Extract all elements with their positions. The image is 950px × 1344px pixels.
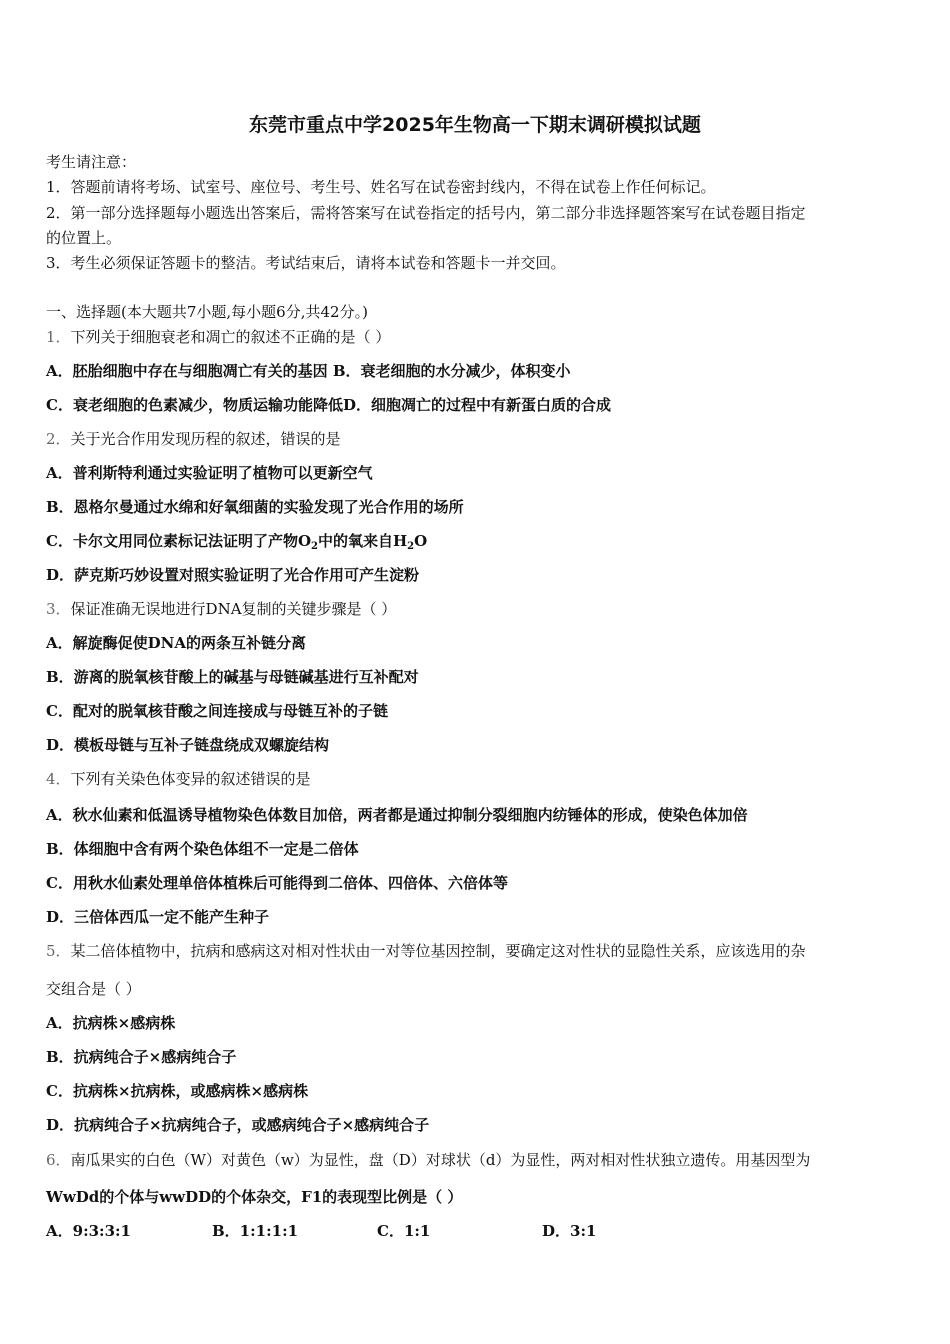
notice-item: 3．考生必须保证答题卡的整洁。考试结束后，请将本试卷和答题卡一并交回。 <box>46 254 566 272</box>
question-number: 1． <box>46 328 71 346</box>
option-row: A．胚胎细胞中存在与细胞凋亡有关的基因 B．衰老细胞的水分减少，体积变小 <box>46 362 571 380</box>
subscript: 2 <box>311 541 318 552</box>
question-number: 4． <box>46 770 71 788</box>
option-d: D．抗病纯合子×抗病纯合子，或感病纯合子×感病纯合子 <box>46 1116 430 1134</box>
notice-item: 1．答题前请将考场、试室号、座位号、考生号、姓名写在试卷密封线内，不得在试卷上作任何标记。 <box>46 178 716 196</box>
option-b: B．抗病纯合子×感病纯合子 <box>46 1048 237 1066</box>
question-stem: 某二倍体植物中，抗病和感病这对相对性状由一对等位基因控制，要确定这对性状的显隐性关系，应该选用的杂 <box>70 942 806 960</box>
option-a: A．9:3:3:1 <box>46 1222 131 1240</box>
option-row: C．衰老细胞的色素减少，物质运输功能降低D．细胞凋亡的过程中有新蛋白质的合成 <box>46 396 611 414</box>
question-number: 3． <box>46 600 71 618</box>
question-1 <box>46 327 390 347</box>
option-c: C．用秋水仙素处理单倍体植株后可能得到二倍体、四倍体、六倍体等 <box>46 874 508 892</box>
question-stem: 下列有关染色体变异的叙述错误的是 <box>70 770 311 788</box>
option-b: B．恩格尔曼通过水绵和好氧细菌的实验发现了光合作用的场所 <box>46 498 464 516</box>
option-c: C．配对的脱氧核苷酸之间连接成与母链互补的子链 <box>46 702 388 720</box>
option-c: C．1:1 <box>377 1222 431 1240</box>
option-a: A．普利斯特利通过实验证明了植物可以更新空气 <box>46 464 373 482</box>
subscript: 2 <box>407 541 415 552</box>
question-stem: 南瓜果实的白色（W）对黄色（w）为显性，盘（D）对球状（d）为显性，两对相对性状独立遗传。用基因型为 <box>70 1151 811 1169</box>
page-title: 东莞市重点中学2025年生物高一下期末调研模拟试题 <box>249 114 701 136</box>
option-d: D．模板母链与互补子链盘绕成双螺旋结构 <box>46 736 330 754</box>
notice-item: 的位置上。 <box>46 229 122 247</box>
option-b: B．1:1:1:1 <box>212 1222 299 1240</box>
question-number: 6． <box>46 1151 71 1169</box>
option-d: D．三倍体西瓜一定不能产生种子 <box>46 908 270 926</box>
option-a: A．解旋酶促使DNA的两条互补链分离 <box>46 634 306 652</box>
question-number: 2． <box>46 430 71 448</box>
option-a: A．抗病株×感病株 <box>46 1014 176 1032</box>
option-c: C．抗病株×抗病株，或感病株×感病株 <box>46 1082 309 1100</box>
question-2 <box>46 429 341 449</box>
question-number: 5． <box>46 942 71 960</box>
question-3 <box>46 599 396 619</box>
option-c-mid: 中的氧来自H <box>317 532 408 550</box>
option-c-end: O <box>414 532 428 550</box>
section-heading: 一、选择题(本大题共7小题,每小题6分,共42分。) <box>46 303 368 321</box>
option-c-text: C．卡尔文用同位素标记法证明了产物O <box>46 532 312 550</box>
notice-heading: 考生请注意： <box>46 153 137 171</box>
question-stem-cont: 交组合是（ ） <box>46 980 141 998</box>
notice-item: 2．第一部分选择题每小题选出答案后，需将答案写在试卷指定的括号内，第二部分非选择题答案写在试卷题目指定 <box>46 204 806 222</box>
question-4 <box>46 769 311 789</box>
question-stem: 下列关于细胞衰老和凋亡的叙述不正确的是（ ） <box>70 328 391 346</box>
option-d: D．萨克斯巧妙设置对照实验证明了光合作用可产生淀粉 <box>46 566 420 584</box>
option-c <box>46 531 427 551</box>
question-stem: 保证准确无误地进行DNA复制的关键步骤是（ ） <box>70 600 397 618</box>
question-6 <box>46 1150 810 1170</box>
question-stem-cont: WwDd的个体与wwDD的个体杂交，F1的表现型比例是（ ） <box>46 1188 463 1206</box>
question-5 <box>46 941 806 961</box>
option-b: B．体细胞中含有两个染色体组不一定是二倍体 <box>46 840 359 858</box>
option-b: B．游离的脱氧核苷酸上的碱基与母链碱基进行互补配对 <box>46 668 419 686</box>
question-stem: 关于光合作用发现历程的叙述，错误的是 <box>70 430 341 448</box>
option-d: D．3:1 <box>542 1222 597 1240</box>
option-a: A．秋水仙素和低温诱导植物染色体数目加倍，两者都是通过抑制分裂细胞内纺锤体的形成，使染色体加倍 <box>46 806 748 824</box>
